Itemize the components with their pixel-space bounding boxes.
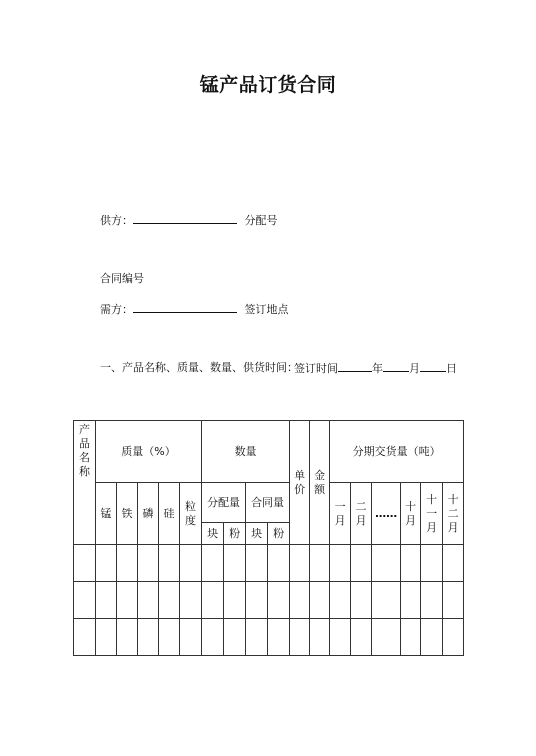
quality-col-mn: 锰 — [96, 483, 117, 545]
supplier-line — [100, 213, 278, 228]
table-row — [74, 582, 464, 619]
amount-header: 金额 — [310, 421, 330, 545]
day-field[interactable] — [420, 361, 446, 372]
section1-label: 一、产品名称、质量、数量、供货时间： — [100, 361, 298, 374]
quality-col-fe: 铁 — [117, 483, 138, 545]
quality-header: 质量（%） — [96, 421, 202, 483]
allocation-powder: 粉 — [224, 523, 246, 545]
supplier-field[interactable] — [133, 213, 237, 224]
month-col-12: 十二月 — [443, 483, 464, 545]
quantity-header: 数量 — [202, 421, 290, 483]
buyer-field[interactable] — [133, 302, 237, 313]
contract-qty-header: 合同量 — [246, 483, 290, 523]
allocation-lump: 块 — [202, 523, 224, 545]
table-row — [74, 545, 464, 582]
buyer-label: 需方： — [100, 303, 133, 316]
month-col-11: 十一月 — [421, 483, 443, 545]
product-name-header: 产品名称 — [74, 421, 96, 545]
allocation-header: 分配量 — [202, 483, 246, 523]
quality-col-granularity: 粒度 — [180, 483, 202, 545]
order-table — [73, 420, 464, 656]
quality-col-si: 硅 — [159, 483, 180, 545]
month-col-2: 二月 — [351, 483, 372, 545]
month-label: 月 — [409, 362, 420, 375]
signing-time-label: 签订时间 — [294, 362, 338, 375]
month-col-1: 一月 — [330, 483, 351, 545]
contract-no-label: 合同编号 — [100, 272, 144, 285]
month-col-10: 十月 — [401, 483, 421, 545]
month-field[interactable] — [383, 361, 409, 372]
table-row — [74, 619, 464, 656]
delivery-header: 分期交货量（吨） — [330, 421, 464, 483]
signing-place-label: 签订地点 — [244, 303, 289, 316]
buyer-line — [100, 302, 289, 317]
page-title: 锰产品订货合同 — [199, 74, 337, 96]
supplier-label: 供方： — [100, 214, 133, 227]
contract-powder: 粉 — [268, 523, 290, 545]
unit-price-header: 单价 — [290, 421, 310, 545]
year-label: 年 — [372, 362, 383, 375]
day-label: 日 — [446, 362, 457, 375]
contract-lump: 块 — [246, 523, 268, 545]
month-col-ellipsis: …… — [372, 483, 401, 545]
quality-col-p: 磷 — [138, 483, 159, 545]
signing-time-line — [294, 361, 457, 376]
year-field[interactable] — [338, 361, 372, 372]
distribution-no-label: 分配号 — [244, 214, 278, 227]
